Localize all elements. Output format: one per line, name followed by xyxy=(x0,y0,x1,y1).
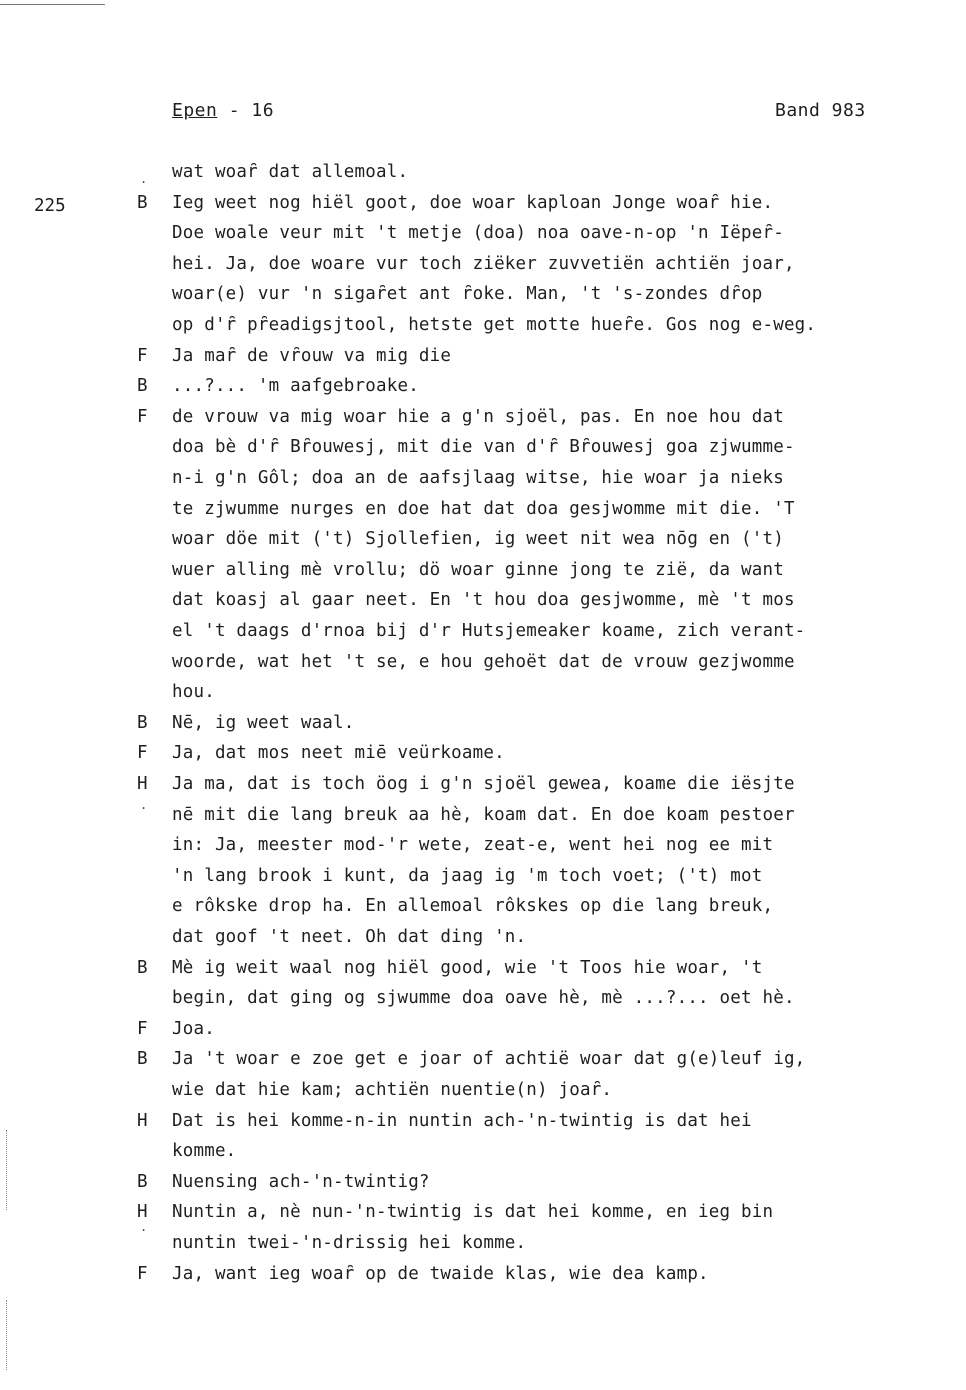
speaker-label: F xyxy=(137,407,148,427)
transcript-line: wat woaȓ dat allemoal. xyxy=(172,162,409,182)
speaker-label: H xyxy=(137,1202,148,1222)
corner-rule xyxy=(0,4,105,5)
transcript-line: dat koasj al gaar neet. En 't hou doa gesjwomme, mè 't mos xyxy=(172,590,795,610)
transcript-line: Ja maȓ de vȓouw va mig die xyxy=(172,346,452,366)
speaker-label: F xyxy=(137,743,148,763)
transcript-line: wie dat hie kam; achtiën nuentie(n) joaȓ. xyxy=(172,1080,613,1100)
band-number: Band 983 xyxy=(775,100,866,121)
speaker-label: B xyxy=(137,713,148,733)
transcript-line: Joa. xyxy=(172,1019,215,1039)
margin-dot: . xyxy=(140,798,148,812)
transcript-line: el 't daags d'rnoa bij d'r Hutsjemeaker koame, zich verant- xyxy=(172,621,806,641)
margin-dot: . xyxy=(140,1220,148,1234)
transcript-line: Ieg weet nog hiël goot, doe woar kaploan Jonge woaȓ hie. xyxy=(172,193,774,213)
transcript-line: Nuntin a, nè nun-'n-twintig is dat hei komme, en ieg bin xyxy=(172,1202,774,1222)
transcript-line: woar döe mit ('t) Sjollefien, ig weet nit wea nōg en ('t) xyxy=(172,529,784,549)
margin-dot: . xyxy=(140,172,148,186)
transcript-line: n-i g'n Gôl; doa an de aafsjlaag witse, hie woar ja nieks xyxy=(172,468,784,488)
speaker-label: H xyxy=(137,774,148,794)
speaker-label: F xyxy=(137,1264,148,1284)
transcript-line: ...?... 'm aafgebroake. xyxy=(172,376,419,396)
transcript-line: hei. Ja, doe woare vur toch ziëker zuvvetiën achtiën joar, xyxy=(172,254,795,274)
edge-mark xyxy=(6,1300,8,1370)
transcript-line: e rôkske drop ha. En allemoal rôkskes op die lang breuk, xyxy=(172,896,774,916)
transcript-line: nuntin twei-'n-drissig hei komme. xyxy=(172,1233,527,1253)
transcript-line: doa bè d'ȓ Bȓouwesj, mit die van d'ȓ Bȓouwesj goa zjwumme- xyxy=(172,437,795,457)
speaker-label: B xyxy=(137,193,148,213)
transcript-line: Ja, want ieg woaȓ op de twaide klas, wie dea kamp. xyxy=(172,1264,709,1284)
transcript-line: nē mit die lang breuk aa hè, koam dat. En doe koam pestoer xyxy=(172,805,795,825)
page-header-left xyxy=(172,100,274,121)
transcript-line: Nuensing ach-'n-twintig? xyxy=(172,1172,430,1192)
speaker-label: F xyxy=(137,346,148,366)
transcript-line: komme. xyxy=(172,1141,237,1161)
transcript-line: Ja 't woar e zoe get e joar of achtië woar dat g(e)leuf ig, xyxy=(172,1049,806,1069)
margin-line-number: 225 xyxy=(34,196,66,216)
speaker-label: B xyxy=(137,958,148,978)
transcript-line: Doe woale veur mit 't metje (doa) noa oave-n-op 'n Iëpeȓ- xyxy=(172,223,784,243)
speaker-label: B xyxy=(137,1049,148,1069)
speaker-label: H xyxy=(137,1111,148,1131)
transcript-line: in: Ja, meester mod-'r wete, zeat-e, went hei nog ee mit xyxy=(172,835,774,855)
transcript-line: Dat is hei komme-n-in nuntin ach-'n-twintig is dat hei xyxy=(172,1111,752,1131)
transcript-line: woar(e) vur 'n sigaȓet ant ȓoke. Man, 't 's-zondes dȓop xyxy=(172,284,763,304)
transcript-line: dat goof 't neet. Oh dat ding 'n. xyxy=(172,927,527,947)
transcript-line: wuer alling mè vrollu; dö woar ginne jong te zië, da want xyxy=(172,560,784,580)
transcript-line: de vrouw va mig woar hie a g'n sjoël, pas. En noe hou dat xyxy=(172,407,784,427)
edge-mark xyxy=(6,1130,8,1210)
transcript-line: 'n lang brook i kunt, da jaag ig 'm toch voet; ('t) mot xyxy=(172,866,763,886)
transcript-line: te zjwumme nurges en doe hat dat doa gesjwomme mit die. 'T xyxy=(172,499,795,519)
transcript-line: Ja ma, dat is toch öog i g'n sjoël gewea, koame die iësjte xyxy=(172,774,795,794)
transcript-line: Mè ig weit waal nog hiël good, wie 't Toos hie woar, 't xyxy=(172,958,763,978)
transcript-line: op d'ȓ pȓeadigsjtool, hetste get motte hueȓe. Gos nog e-weg. xyxy=(172,315,817,335)
speaker-label: F xyxy=(137,1019,148,1039)
speaker-label: B xyxy=(137,1172,148,1192)
speaker-label: B xyxy=(137,376,148,396)
location-title: Epen xyxy=(172,100,218,121)
transcript-line: hou. xyxy=(172,682,215,702)
page-number: - 16 xyxy=(228,100,275,121)
transcript-line: Nē, ig weet waal. xyxy=(172,713,355,733)
transcript-line: Ja, dat mos neet miē veürkoame. xyxy=(172,743,505,763)
transcript-line: begin, dat ging og sjwumme doa oave hè, mè ...?... oet hè. xyxy=(172,988,795,1008)
transcript-line: woorde, wat het 't se, e hou gehoët dat de vrouw gezjwomme xyxy=(172,652,795,672)
